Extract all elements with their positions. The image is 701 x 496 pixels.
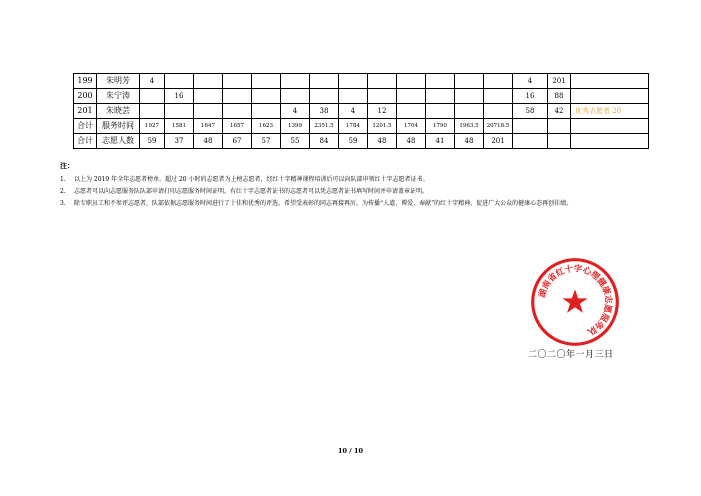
official-seal <box>530 257 620 347</box>
note-item <box>60 198 660 210</box>
notes-title: 注： <box>60 161 74 170</box>
hours-cell <box>223 104 252 119</box>
hours-cell <box>310 74 339 89</box>
hours-cell <box>223 89 252 104</box>
hours-cell <box>165 74 194 89</box>
hours-cell: 16 <box>513 89 548 104</box>
summary-cell <box>571 134 649 149</box>
hours-cell <box>281 89 310 104</box>
hours-cell <box>310 89 339 104</box>
note-number: 2. <box>60 188 66 195</box>
hours-cell <box>368 74 397 89</box>
hours-cell <box>339 89 368 104</box>
document-date: 二〇二〇年一月三日 <box>528 350 614 360</box>
volunteer-id: 199 <box>74 74 97 89</box>
hours-cell: 4 <box>281 104 310 119</box>
summary-cell: 55 <box>281 134 310 149</box>
volunteer-table <box>73 73 649 149</box>
volunteer-id: 201 <box>74 104 97 119</box>
summary-cell: 41 <box>426 134 455 149</box>
summary-cell: 1623 <box>252 119 281 134</box>
summary-label: 合计 <box>74 134 97 149</box>
note-number: 1. <box>60 176 66 183</box>
table-row <box>74 104 649 119</box>
award-note <box>571 89 649 104</box>
summary-cell: 1704 <box>397 119 426 134</box>
table-row <box>74 74 649 89</box>
summary-cell: 1201.5 <box>368 119 397 134</box>
summary-cell: 1784 <box>339 119 368 134</box>
hours-cell <box>455 104 484 119</box>
summary-cell: 1657 <box>223 119 252 134</box>
hours-cell <box>194 104 223 119</box>
hours-cell: 58 <box>513 104 548 119</box>
hours-cell <box>281 74 310 89</box>
summary-cell: 1581 <box>165 119 194 134</box>
summary-cell: 57 <box>252 134 281 149</box>
hours-cell <box>397 104 426 119</box>
hours-cell <box>484 89 513 104</box>
hours-cell <box>252 104 281 119</box>
summary-cell: 59 <box>140 134 165 149</box>
hours-cell <box>397 74 426 89</box>
summary-cell: 201 <box>484 134 513 149</box>
summary-cell <box>548 134 571 149</box>
total-cell: 201 <box>548 74 571 89</box>
summary-cell <box>571 119 649 134</box>
hours-cell <box>252 89 281 104</box>
hours-cell <box>252 74 281 89</box>
summary-cell: 48 <box>397 134 426 149</box>
summary-cell <box>513 119 548 134</box>
hours-cell: 38 <box>310 104 339 119</box>
hours-cell <box>339 74 368 89</box>
hours-cell <box>194 89 223 104</box>
summary-label: 志愿人数 <box>97 134 140 149</box>
summary-cell: 1399 <box>281 119 310 134</box>
hours-cell <box>397 89 426 104</box>
hours-cell: 4 <box>513 74 548 89</box>
summary-cell: 1647 <box>194 119 223 134</box>
summary-cell: 1927 <box>140 119 165 134</box>
summary-cell: 48 <box>368 134 397 149</box>
summary-cell <box>513 134 548 149</box>
hours-cell <box>368 89 397 104</box>
summary-cell: 67 <box>223 134 252 149</box>
award-note: 优秀志愿者 20 <box>571 104 649 119</box>
note-text: 志愿者可以向志愿服务队队部申请打印志愿服务时间证明，有红十字志愿者证书的志愿者可以凭志愿者证书填写时间并申请盖章证明。 <box>74 188 429 195</box>
hours-cell <box>484 104 513 119</box>
hours-cell <box>426 89 455 104</box>
hours-cell: 4 <box>339 104 368 119</box>
hours-cell <box>165 104 194 119</box>
hours-cell <box>455 89 484 104</box>
summary-cell: 1963.5 <box>455 119 484 134</box>
volunteer-name: 朱明芳 <box>97 74 140 89</box>
summary-cell: 1790 <box>426 119 455 134</box>
summary-row <box>74 134 649 149</box>
hours-cell <box>223 74 252 89</box>
hours-cell: 4 <box>140 74 165 89</box>
hours-cell <box>194 74 223 89</box>
volunteer-name: 朱宁涛 <box>97 89 140 104</box>
hours-cell: 12 <box>368 104 397 119</box>
hours-cell: 16 <box>165 89 194 104</box>
page-number: 10 / 10 <box>338 447 363 455</box>
total-cell: 88 <box>548 89 571 104</box>
hours-cell <box>426 104 455 119</box>
summary-cell: 20718.5 <box>484 119 513 134</box>
summary-cell: 37 <box>165 134 194 149</box>
hours-cell <box>140 89 165 104</box>
note-text: 以上为 2019 年全年志愿者榜单。超过 20 小时的志愿者为上榜志愿者，经红十字精神课程培训后可以向队部申领红十字志愿者证书。 <box>74 176 429 183</box>
hours-cell <box>484 74 513 89</box>
note-item <box>60 174 660 186</box>
summary-cell: 59 <box>339 134 368 149</box>
notes-section <box>60 160 660 210</box>
summary-label: 服务时间 <box>97 119 140 134</box>
award-note <box>571 74 649 89</box>
note-number: 3. <box>60 200 66 207</box>
summary-label: 合计 <box>74 119 97 134</box>
total-cell: 42 <box>548 104 571 119</box>
hours-cell <box>140 104 165 119</box>
table-row <box>74 89 649 104</box>
volunteer-id: 200 <box>74 89 97 104</box>
summary-cell: 48 <box>194 134 223 149</box>
summary-cell: 84 <box>310 134 339 149</box>
summary-cell <box>548 119 571 134</box>
volunteer-name: 朱晓芸 <box>97 104 140 119</box>
hours-cell <box>426 74 455 89</box>
seal-text: 湖南省红十字心理健康志愿服务队 <box>537 264 613 337</box>
note-item <box>60 186 660 198</box>
note-text: 除专职员工和不参评志愿者，队部依据志愿服务时间进行了十佳和优秀的评选，希望受表彰的同志再接再厉，为传播“人道、博爱、奉献”的红十字精神，促进广大公众的健康心态再创佳绩。 <box>74 200 573 207</box>
summary-cell: 2351.5 <box>310 119 339 134</box>
hours-cell <box>455 74 484 89</box>
summary-cell: 48 <box>455 134 484 149</box>
summary-row <box>74 119 649 134</box>
